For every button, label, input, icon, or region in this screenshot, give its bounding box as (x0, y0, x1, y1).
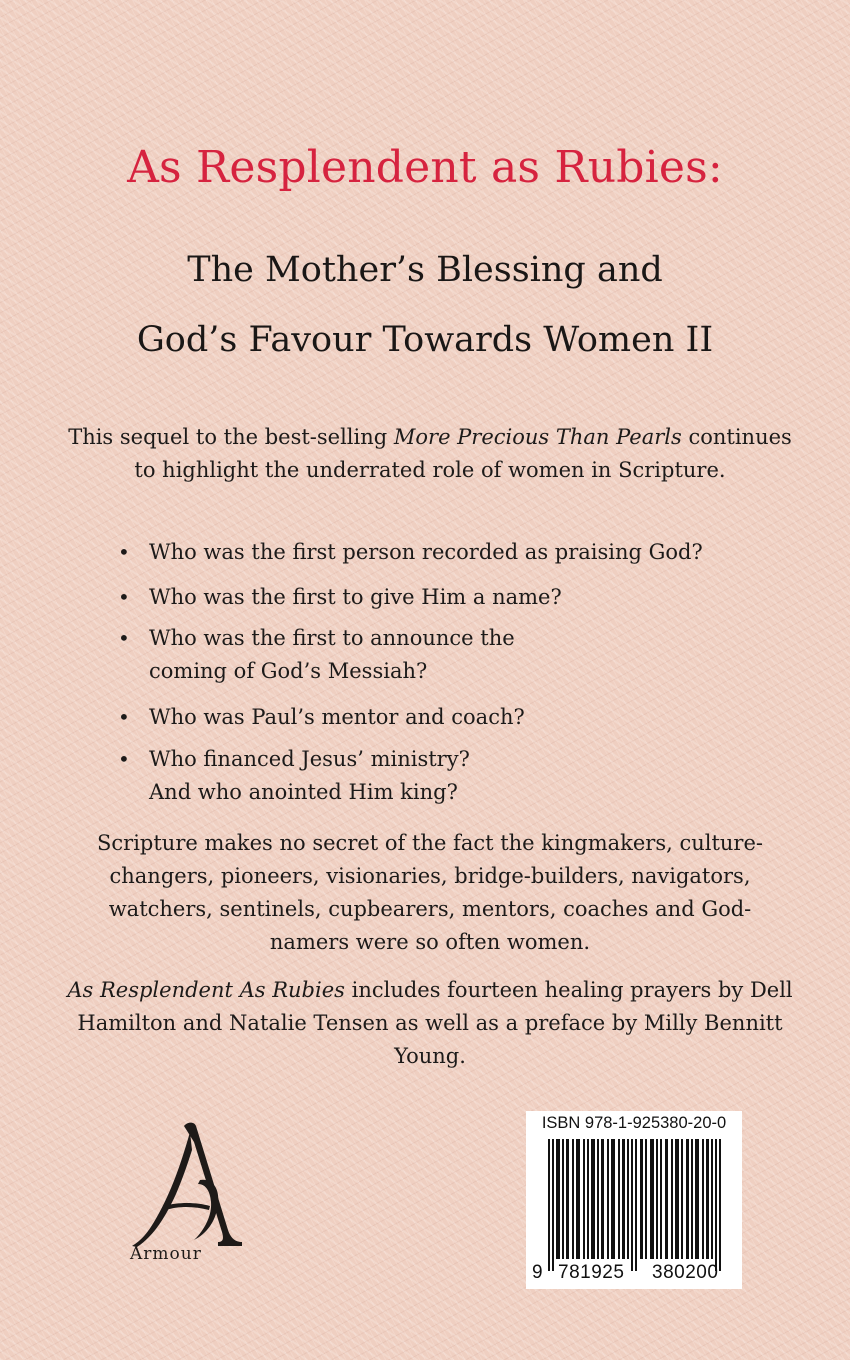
intro-book-title: More Precious Than Pearls (393, 425, 682, 449)
paragraph-line: changers, pioneers, visionaries, bridge-builders, navigators, (109, 864, 751, 888)
intro-suffix: continues to highlight the underrated role of women in Scripture. (134, 425, 792, 482)
isbn-label: ISBN 978-1-925380-20-0 (541, 1114, 727, 1132)
question-line-1: Who was the first person recorded as praising God? (149, 540, 703, 564)
intro-prefix: This sequel to the best-selling (68, 425, 394, 449)
bullet-icon: • (118, 626, 130, 650)
closing-paragraph (60, 974, 800, 1073)
question-line-1: Who was the first to announce the (149, 626, 515, 650)
bullet-icon: • (118, 585, 130, 609)
body-paragraph (50, 827, 810, 959)
paragraph-line: namers were so often women. (269, 930, 591, 954)
barcode-digits-right: 380200 (652, 1262, 719, 1283)
subtitle-line-2: God’s Favour Towards Women II (136, 320, 714, 360)
barcode-digit-first: 9 (532, 1262, 544, 1283)
subtitle-line-1: The Mother’s Blessing and (187, 250, 663, 290)
isbn-barcode (526, 1111, 742, 1289)
question-line-2: And who anointed Him king? (149, 780, 458, 804)
bullet-icon: • (118, 747, 130, 771)
closing-text: includes fourteen healing prayers by Dell Hamilton and Natalie Tensen as well as a preface by Milly Bennitt Young. (77, 978, 793, 1068)
paragraph-line: Scripture makes no secret of the fact the kingmakers, culture- (97, 831, 763, 855)
publisher-wordmark: Armour (130, 1244, 202, 1264)
intro-paragraph (60, 421, 800, 487)
bullet-icon: • (118, 540, 130, 564)
book-title: As Resplendent as Rubies: (127, 142, 723, 193)
question-line-2: coming of God’s Messiah? (149, 659, 428, 683)
closing-book-title: As Resplendent As Rubies (67, 978, 345, 1002)
barcode-digits-left: 781925 (558, 1262, 625, 1283)
question-line-1: Who was Paul’s mentor and coach? (149, 705, 525, 729)
question-line-1: Who financed Jesus’ ministry? (149, 747, 470, 771)
question-line-1: Who was the first to give Him a name? (149, 585, 562, 609)
bullet-icon: • (118, 705, 130, 729)
paragraph-line: watchers, sentinels, cupbearers, mentors, coaches and God- (108, 897, 752, 921)
